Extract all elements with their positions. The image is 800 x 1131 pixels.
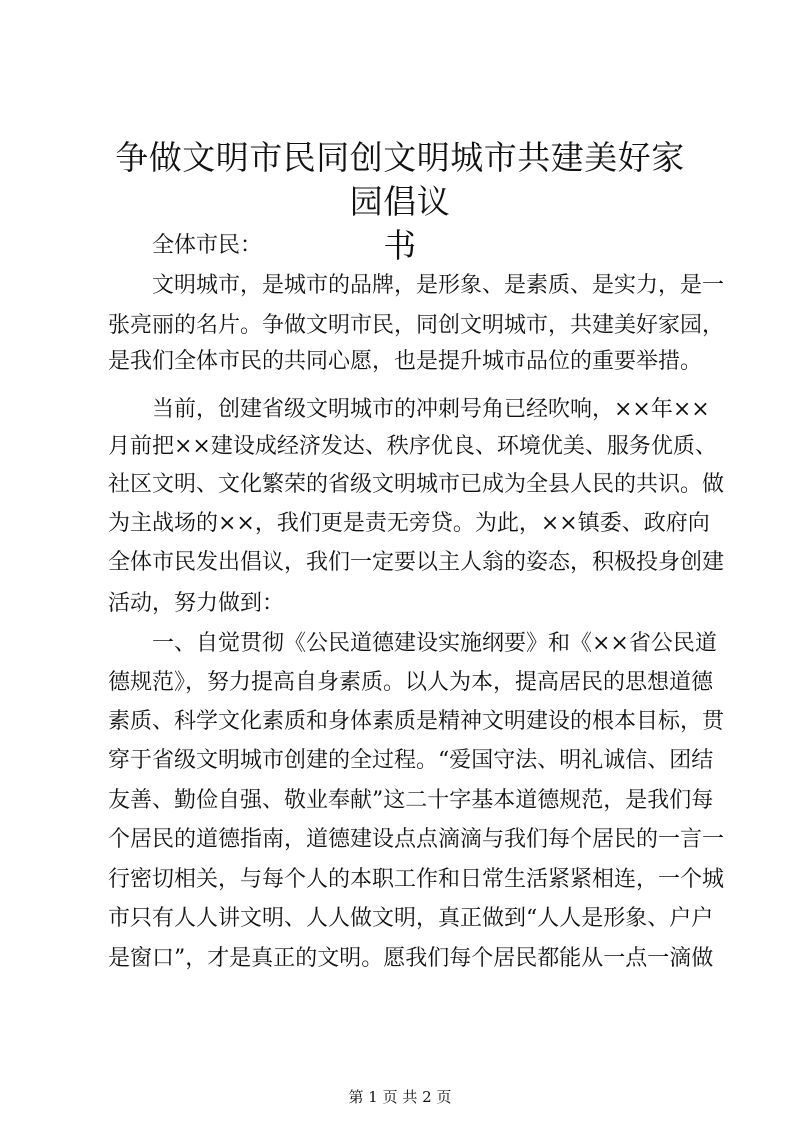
body-line: 市只有人人讲文明、人人做文明，真正做到“人人是形象、户户 xyxy=(108,906,714,931)
body-line: 文明城市，是城市的品牌，是形象、是素质、是实力，是一 xyxy=(108,273,725,298)
body-line: 当前，创建省级文明城市的冲刺号角已经吹响，××年×× xyxy=(108,397,710,422)
body-line: 个居民的道德指南，道德建设点点滴滴与我们每个居民的一言一 xyxy=(108,827,725,852)
body-line: 是窗口”，才是真正的文明。愿我们每个居民都能从一点一滴做 xyxy=(108,946,714,971)
body-line: 穿于省级文明城市创建的全过程。“爱国守法、明礼诚信、团结 xyxy=(108,748,714,773)
body-line: 月前把××建设成经济发达、秩序优良、环境优美、服务优质、 xyxy=(108,434,717,459)
title-line-1: 争做文明市民同创文明城市共建美好家园倡议 xyxy=(115,138,685,221)
body-line: 德规范》，努力提高自身素质。以人为本，提高居民的思想道德 xyxy=(108,670,714,695)
body-line: 为主战场的××，我们更是责无旁贷。为此，××镇委、政府向 xyxy=(108,511,710,536)
title-line-2: 书 xyxy=(383,226,417,265)
body-line: 社区文明、文化繁荣的省级文明城市已成为全县人民的共识。做 xyxy=(108,472,725,497)
body-line: 素质、科学文化素质和身体素质是精神文明建设的根本目标，贯 xyxy=(108,709,725,734)
body-line: 全体市民： xyxy=(108,233,263,258)
body-line: 行密切相关，与每个人的本职工作和日常生活紧紧相连，一个城 xyxy=(108,867,725,892)
body-line: 一、自觉贯彻《公民道德建设实施纲要》和《××省公民道 xyxy=(108,631,717,656)
body-line: 活动，努力做到： xyxy=(108,591,285,616)
body-line: 友善、勤俭自强、敬业奉献”这二十字基本道德规范，是我们每 xyxy=(108,788,714,813)
body-line: 是我们全体市民的共同心愿，也是提升城市品位的重要举措。 xyxy=(108,349,703,374)
body-line: 张亮丽的名片。争做文明市民，同创文明城市，共建美好家园， xyxy=(108,313,725,338)
body-line: 全体市民发出倡议，我们一定要以主人翁的姿态，积极投身创建 xyxy=(108,550,725,575)
page-footer: 第 1 页 共 2 页 xyxy=(348,1088,452,1106)
